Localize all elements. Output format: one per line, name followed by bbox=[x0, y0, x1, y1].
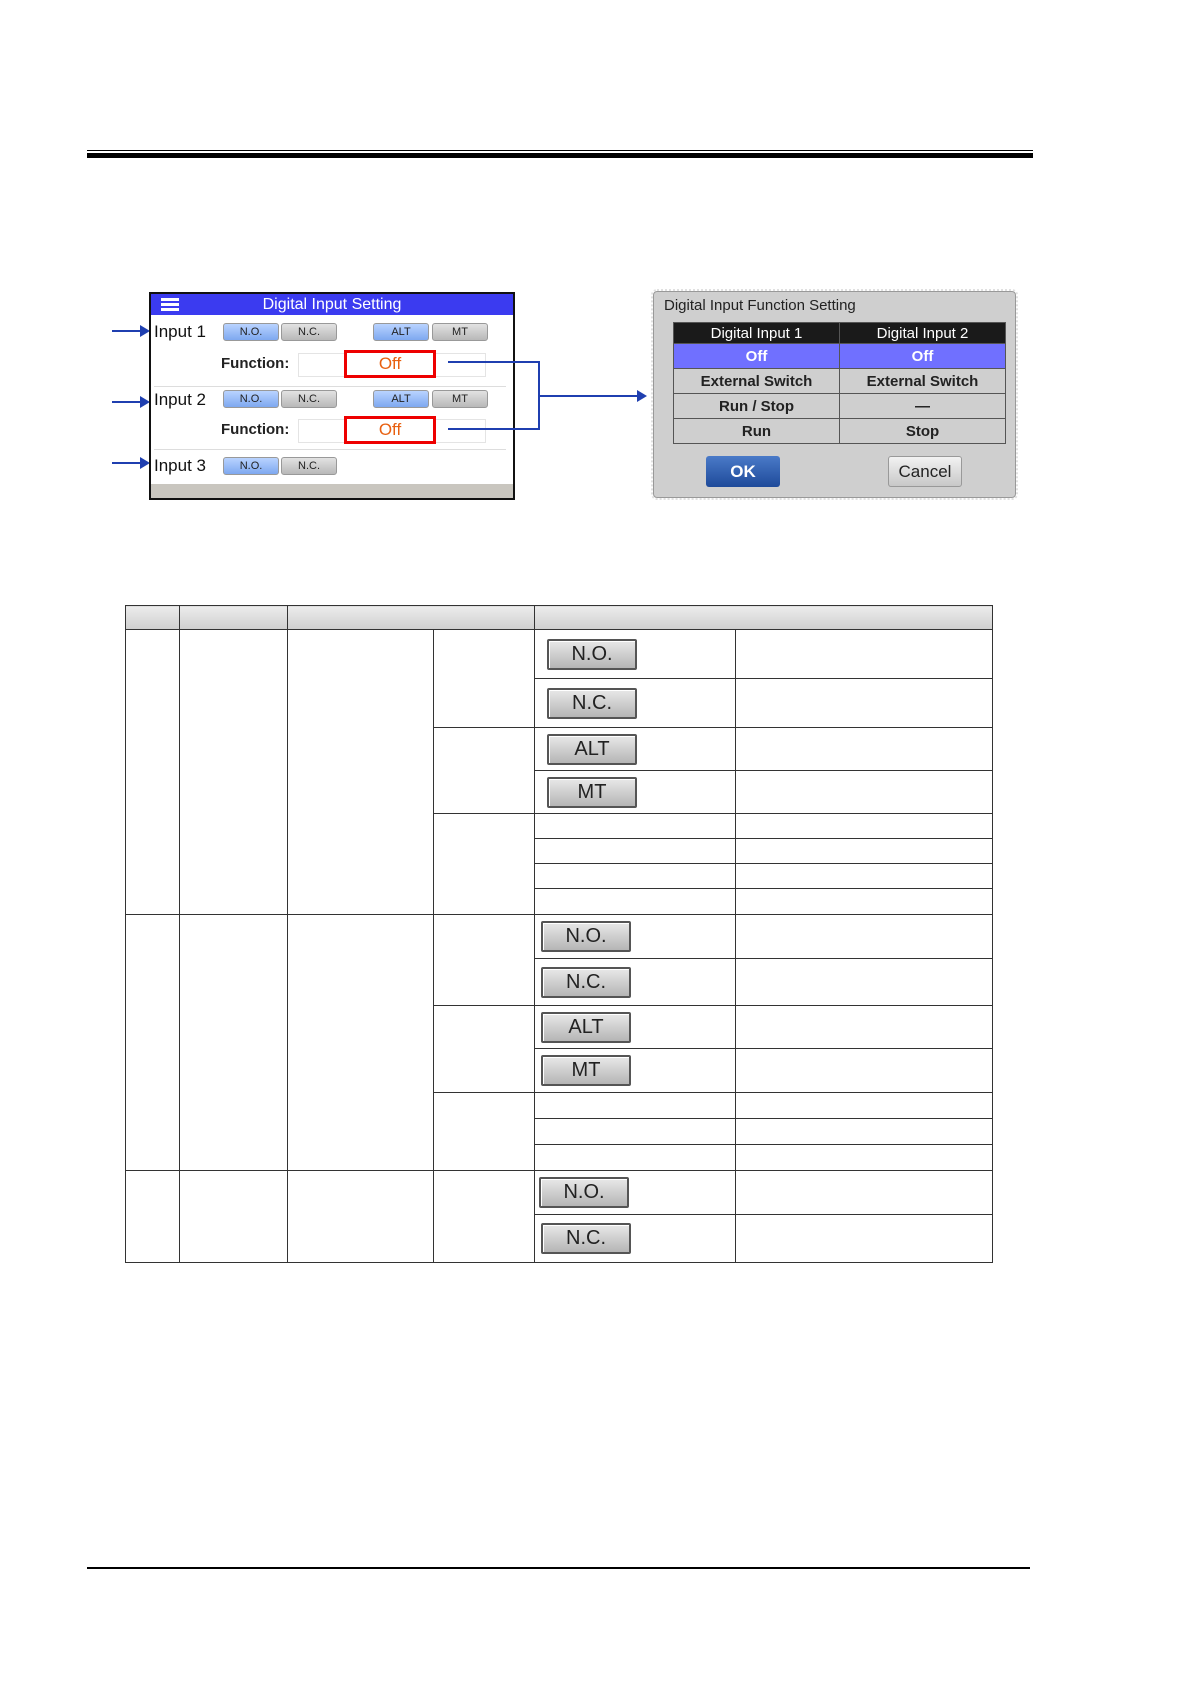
input2-no-button[interactable]: N.O. bbox=[223, 390, 279, 408]
option-cell[interactable]: Run bbox=[674, 419, 840, 444]
cell bbox=[736, 959, 993, 1006]
cell bbox=[180, 630, 288, 915]
no-button: N.O. bbox=[547, 639, 637, 670]
cell bbox=[288, 915, 434, 1171]
cell bbox=[535, 1145, 736, 1171]
cell bbox=[434, 1171, 535, 1263]
input1-label: Input 1 bbox=[154, 322, 206, 341]
input2-alt-button[interactable]: ALT bbox=[373, 390, 429, 408]
cell bbox=[535, 1006, 736, 1049]
option-cell[interactable]: — bbox=[840, 394, 1006, 419]
header-rule-thin bbox=[87, 150, 1033, 151]
header-input2: Digital Input 2 bbox=[840, 323, 1006, 344]
cell bbox=[288, 630, 434, 915]
cell bbox=[535, 839, 736, 864]
option-cell[interactable]: Off bbox=[674, 344, 840, 369]
cell bbox=[434, 728, 535, 814]
option-cell[interactable]: External Switch bbox=[840, 369, 1006, 394]
cell bbox=[736, 1006, 993, 1049]
cell bbox=[736, 839, 993, 864]
cell bbox=[736, 1119, 993, 1145]
cell bbox=[736, 679, 993, 728]
cell bbox=[736, 1093, 993, 1119]
input2-mt-button[interactable]: MT bbox=[432, 390, 488, 408]
cell bbox=[434, 814, 535, 915]
cell bbox=[126, 915, 180, 1171]
option-cell[interactable]: Stop bbox=[840, 419, 1006, 444]
mt-button: MT bbox=[547, 777, 637, 808]
cell bbox=[736, 814, 993, 839]
cell bbox=[535, 915, 736, 959]
option-cell[interactable]: External Switch bbox=[674, 369, 840, 394]
function-options-table bbox=[673, 322, 1006, 444]
header-cell bbox=[288, 606, 535, 630]
cell bbox=[535, 1171, 736, 1215]
cell bbox=[126, 1171, 180, 1263]
option-cell[interactable]: Off bbox=[840, 344, 1006, 369]
header-input1: Digital Input 1 bbox=[674, 323, 840, 344]
input1-alt-button[interactable]: ALT bbox=[373, 323, 429, 341]
arrow-input2 bbox=[112, 401, 142, 403]
input1-function-label: Function: bbox=[221, 355, 290, 372]
header-cell bbox=[126, 606, 180, 630]
arrow-input3 bbox=[112, 462, 142, 464]
cell bbox=[736, 889, 993, 915]
input2-nc-button[interactable]: N.C. bbox=[281, 390, 337, 408]
alt-button: ALT bbox=[541, 1012, 631, 1043]
cell bbox=[535, 630, 736, 679]
cell bbox=[535, 1119, 736, 1145]
cell bbox=[535, 771, 736, 814]
nc-button: N.C. bbox=[547, 688, 637, 719]
cell bbox=[535, 1093, 736, 1119]
input1-no-button[interactable]: N.O. bbox=[223, 323, 279, 341]
cancel-button[interactable]: Cancel bbox=[888, 456, 962, 487]
menu-icon[interactable] bbox=[161, 298, 179, 311]
cell bbox=[434, 915, 535, 1006]
no-button: N.O. bbox=[539, 1177, 629, 1208]
connector-line bbox=[448, 361, 540, 363]
mt-button: MT bbox=[541, 1055, 631, 1086]
divider bbox=[154, 449, 506, 450]
cell bbox=[736, 630, 993, 679]
cell bbox=[434, 1093, 535, 1171]
cell bbox=[736, 1145, 993, 1171]
cell bbox=[535, 864, 736, 889]
cell bbox=[736, 864, 993, 889]
dialog-title: Digital Input Function Setting bbox=[664, 297, 856, 314]
cell bbox=[736, 1215, 993, 1263]
input3-nc-button[interactable]: N.C. bbox=[281, 457, 337, 475]
cell bbox=[736, 1049, 993, 1093]
cell bbox=[535, 728, 736, 771]
input1-nc-button[interactable]: N.C. bbox=[281, 323, 337, 341]
cell bbox=[535, 814, 736, 839]
function-setting-dialog bbox=[653, 291, 1016, 498]
cell bbox=[736, 728, 993, 771]
cell bbox=[535, 1049, 736, 1093]
input1-function-value[interactable]: Off bbox=[344, 350, 436, 378]
nc-button: N.C. bbox=[541, 1223, 631, 1254]
cell bbox=[535, 679, 736, 728]
cell bbox=[434, 1006, 535, 1093]
cell bbox=[736, 771, 993, 814]
no-button: N.O. bbox=[541, 921, 631, 952]
option-cell[interactable]: Run / Stop bbox=[674, 394, 840, 419]
input2-function-label: Function: bbox=[221, 421, 290, 438]
panel-title: Digital Input Setting bbox=[262, 296, 402, 313]
input3-no-button[interactable]: N.O. bbox=[223, 457, 279, 475]
header-cell bbox=[180, 606, 288, 630]
cell bbox=[535, 1215, 736, 1263]
cell bbox=[736, 915, 993, 959]
divider bbox=[154, 386, 506, 387]
cell bbox=[126, 630, 180, 915]
cell bbox=[535, 889, 736, 915]
cell bbox=[535, 959, 736, 1006]
input2-function-value[interactable]: Off bbox=[344, 416, 436, 444]
cell bbox=[736, 1171, 993, 1215]
header-cell bbox=[535, 606, 993, 630]
panel-title-bar bbox=[151, 294, 513, 315]
arrow-input1 bbox=[112, 330, 142, 332]
input2-label: Input 2 bbox=[154, 390, 206, 409]
nc-button: N.C. bbox=[541, 967, 631, 998]
cell bbox=[288, 1171, 434, 1263]
input3-label: Input 3 bbox=[154, 456, 206, 475]
digital-input-setting-panel bbox=[149, 292, 515, 500]
connector-line bbox=[448, 428, 540, 430]
header-rule-thick bbox=[87, 153, 1033, 158]
cell bbox=[180, 1171, 288, 1263]
arrow-head-icon bbox=[637, 390, 647, 402]
connector-line bbox=[540, 395, 640, 397]
panel-footer bbox=[151, 484, 513, 498]
cell bbox=[434, 630, 535, 728]
input1-mt-button[interactable]: MT bbox=[432, 323, 488, 341]
ok-button[interactable]: OK bbox=[706, 456, 780, 487]
alt-button: ALT bbox=[547, 734, 637, 765]
footer-rule bbox=[87, 1567, 1030, 1569]
cell bbox=[180, 915, 288, 1171]
settings-table bbox=[125, 605, 993, 1263]
